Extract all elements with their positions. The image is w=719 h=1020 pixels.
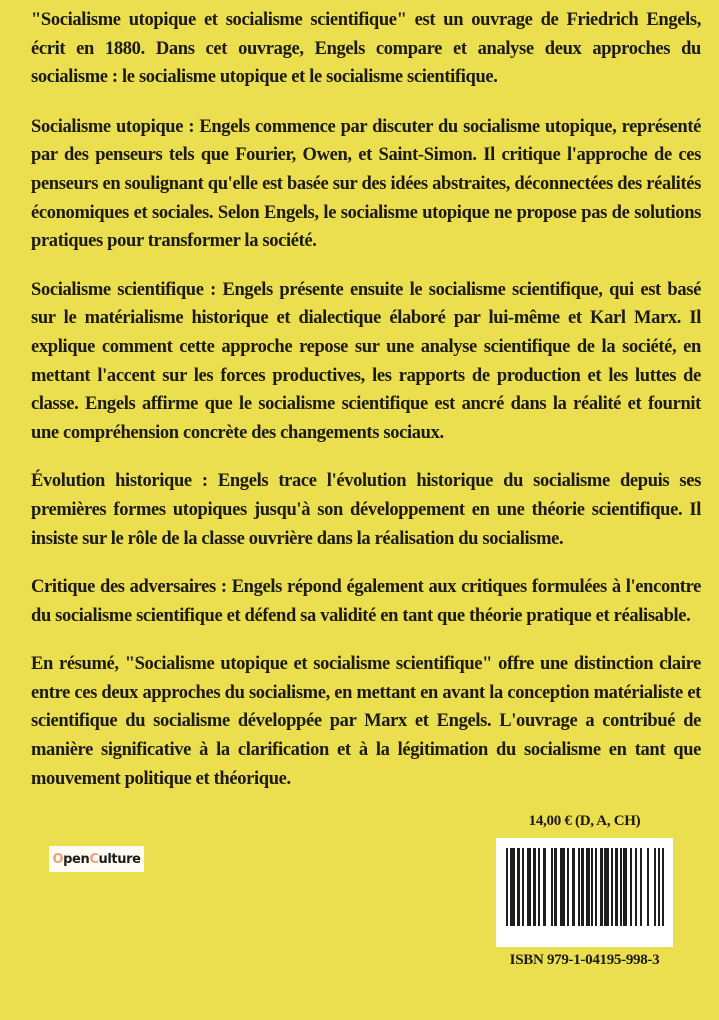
barcode bbox=[496, 838, 673, 947]
paragraph-historical-evolution: Évolution historique : Engels trace l'évolution historique du socialisme depuis ses premières formes utopiques jusqu'à son développement en une théorie scientifique. Il insiste sur le rôle de la classe ouvrière dans la réalisation du socialisme. bbox=[31, 471, 701, 549]
paragraph-summary: En résumé, "Socialisme utopique et socialisme scientifique" offre une distinction claire entre ces deux approches du socialisme, en mettant en avant la conception matérialiste et scientifique du socialisme développée par Marx et Engels. L'ouvrage a contribué de manière significative à la clarification et à la légitimation du socialisme en tant que mouvement politique et théorique. bbox=[31, 654, 701, 789]
logo-letter-o: O bbox=[52, 851, 64, 867]
logo-text-ulture: ulture bbox=[98, 851, 141, 867]
paragraph-utopian-socialism: Socialisme utopique : Engels commence par discuter du socialisme utopique, représenté par des penseurs tels que Fourier, Owen, et Saint-Simon. Il critique l'approche de ces penseurs en soulignant qu'elle est basée sur des idées abstraites, déconnectées des réalités économiques et sociales. Selon Engels, le socialisme utopique ne propose pas de solutions pratiques pour transformer la société. bbox=[31, 116, 701, 252]
logo-letter-c: C bbox=[89, 851, 99, 867]
publisher-logo bbox=[49, 846, 144, 872]
paragraph-critique-adversaries: Critique des adversaires : Engels répond également aux critiques formulées à l'encontre du socialisme scientifique et défend sa validité en tant que théorie pratique et réalisable. bbox=[31, 577, 701, 626]
barcode-icon bbox=[496, 838, 673, 947]
price-label: 14,00 € (D, A, CH) bbox=[528, 813, 641, 829]
description-text bbox=[31, 6, 701, 813]
paragraph-scientific-socialism: Socialisme scientifique : Engels présente ensuite le socialisme scientifique, qui est basé sur le matérialisme historique et dialectique élaboré par lui-même et Karl Marx. Il explique comment cette approche repose sur une analyse scientifique de la société, en mettant l'accent sur les forces productives, les rapports de production et les luttes de classe. Engels affirme que le socialisme scientifique est ancré dans la réalité et fournit une compréhension concrète des changements sociaux. bbox=[31, 279, 701, 443]
logo-text-pen: pen bbox=[63, 851, 90, 867]
paragraph-intro: "Socialisme utopique et socialisme scientifique" est un ouvrage de Friedrich Engels, écrit en 1880. Dans cet ouvrage, Engels compare et analyse deux approches du socialisme : le socialisme utopique et le socialisme scientifique. bbox=[31, 10, 701, 88]
isbn-label: ISBN 979-1-04195-998-3 bbox=[509, 952, 660, 968]
